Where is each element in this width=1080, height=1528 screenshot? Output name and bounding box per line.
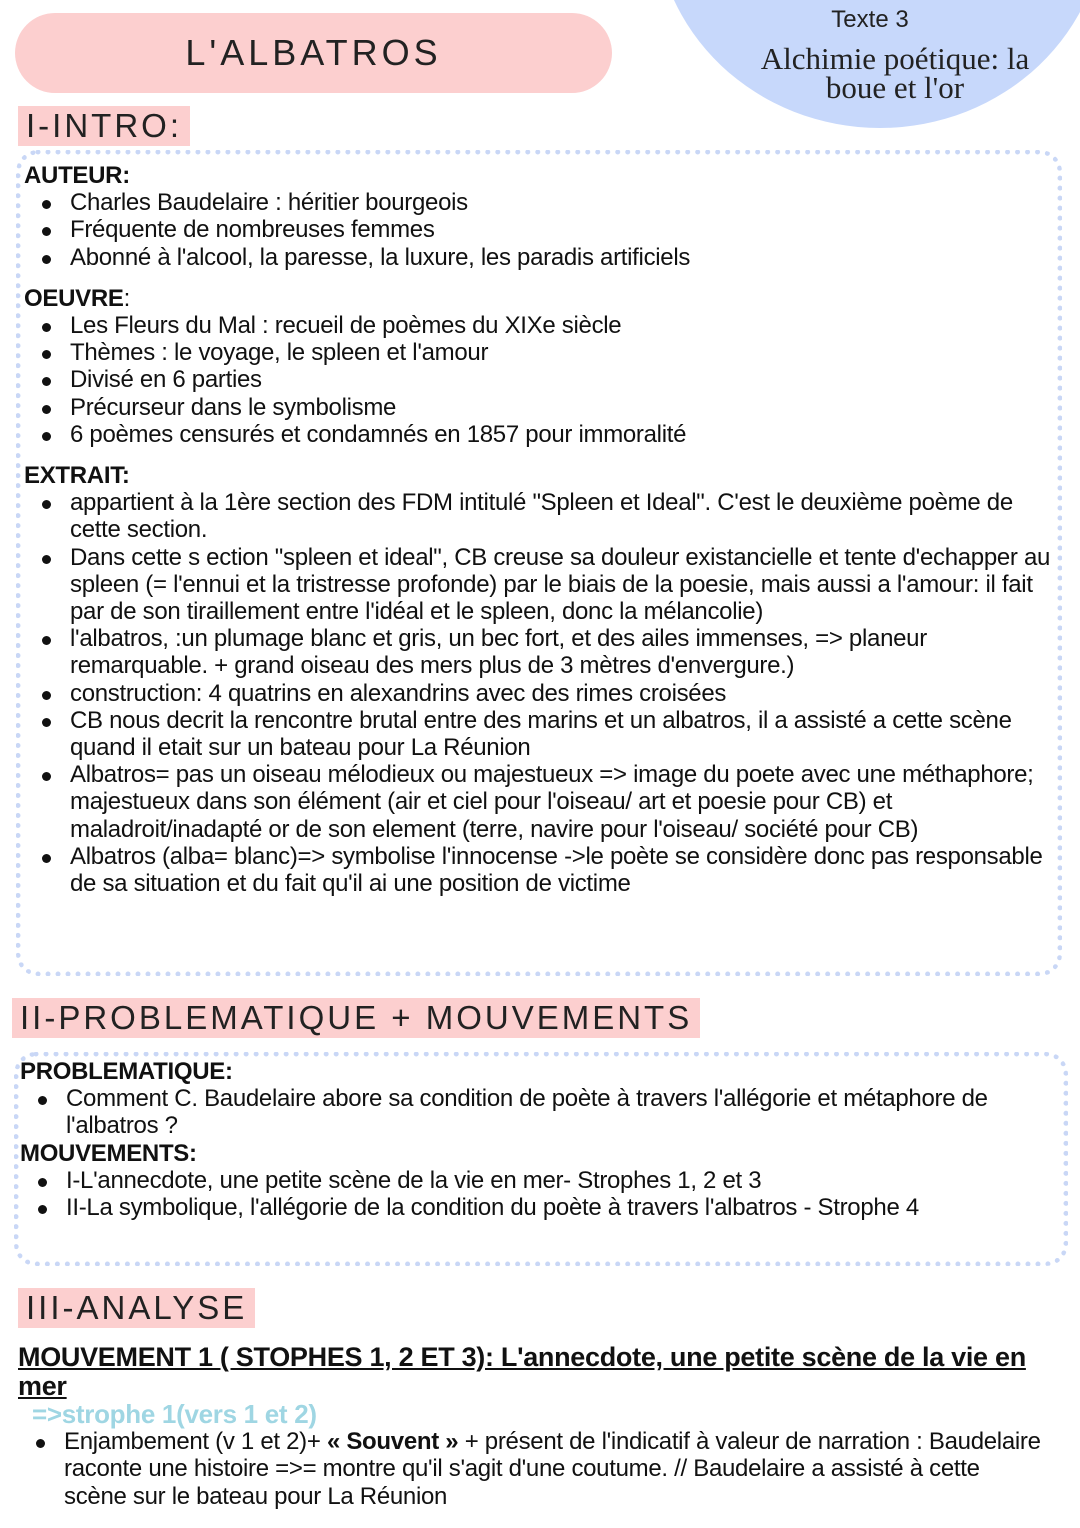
oeuvre-label: OEUVRE [24, 284, 124, 312]
list-item: Abonné à l'alcool, la paresse, la luxure, les paradis artificiels [70, 244, 1054, 271]
auteur-label: AUTEUR: [24, 162, 130, 189]
list-item: Albatros (alba= blanc)=> symbolise l'innocense ->le poète se considère donc pas responsable de sa situation et du fait qu'il ai une position de victime [70, 843, 1054, 897]
list-item: appartient à la 1ère section des FDM intitulé "Spleen et Ideal". C'est le deuxième poème de cette section. [70, 489, 1054, 543]
section-heading-analyse: III-ANALYSE [18, 1288, 255, 1328]
section-heading-intro: I-INTRO: [18, 106, 190, 146]
list-item: Divisé en 6 parties [70, 366, 1054, 393]
list-item: l'albatros, :un plumage blanc et gris, un bec fort, et des ailes immenses, => planeur remarquable. + grand oiseau des mers plus de 3 mètres d'envergure.) [70, 625, 1054, 679]
list-item: I-L'annecdote, une petite scène de la vie en mer- Strophes 1, 2 et 3 [66, 1167, 1050, 1194]
chapter-subtitle: Alchimie poétique: la boue et l'or [760, 41, 1030, 105]
problematique-content [20, 1058, 1050, 1221]
mouvement-1-heading: MOUVEMENT 1 ( STOPHES 1, 2 ET 3): L'annecdote, une petite scène de la vie en mer [18, 1342, 1026, 1401]
extrait-list [24, 489, 1054, 897]
oeuvre-list [24, 312, 1054, 448]
list-item: Précurseur dans le symbolisme [70, 394, 1054, 421]
extrait-label: EXTRAIT: [24, 462, 130, 490]
list-item: Dans cette s ection "spleen et ideal", CB creuse sa douleur existancielle et tente d'echapper au spleen (= l'ennui et la tristresse profonde) par le biais de la poesie, mais aussi a l'amour: il fait par de son tiraillement entre l'idéal et le spleen, donc la mélancolie) [70, 544, 1054, 626]
section-heading-problematique: II-PROBLEMATIQUE + MOUVEMENTS [12, 998, 700, 1038]
item-text: Enjambement (v 1 et 2)+ [64, 1428, 327, 1456]
list-item: 6 poèmes censurés et condamnés en 1857 pour immoralité [70, 421, 1054, 448]
item-quote: « Souvent » [326, 1428, 459, 1456]
list-item: Thèmes : le voyage, le spleen et l'amour [70, 339, 1054, 366]
mouvements-label: MOUVEMENTS: [20, 1139, 197, 1167]
page-title: L'ALBATROS [185, 32, 442, 73]
list-item: CB nous decrit la rencontre brutal entre des marins et un albatros, il a assisté a cette scène quand il etait sur un bateau pour La Réunion [70, 707, 1054, 761]
text-number: Texte 3 [831, 6, 909, 33]
list-item: construction: 4 quatrins en alexandrins avec des rimes croisées [70, 680, 1054, 707]
analyse-content [18, 1401, 1048, 1510]
mouvements-list [20, 1167, 1050, 1221]
problematique-list [20, 1085, 1050, 1139]
problematique-label: PROBLEMATIQUE: [20, 1058, 233, 1085]
strophe-heading: =>strophe 1(vers 1 et 2) [32, 1399, 317, 1429]
list-item: Les Fleurs du Mal : recueil de poèmes du XIXe siècle [70, 312, 1054, 339]
oeuvre-colon: : [123, 284, 130, 312]
item-text: + présent de l'indicatif à valeur de narration : Baudelaire raconte une histoire =>= montre qu'il s'agit d'une coutume. // Baudelaire a assisté à cette scène sur le bateau pour La Réunion [64, 1428, 1041, 1510]
title-banner [15, 13, 612, 93]
list-item: II-La symbolique, l'allégorie de la condition du poète à travers l'albatros - Strophe 4 [66, 1194, 1050, 1221]
auteur-list [24, 189, 1054, 271]
intro-content [24, 162, 1054, 897]
list-item: Albatros= pas un oiseau mélodieux ou majestueux => image du poete avec une méthaphore; majestueux dans son élément (air et ciel pour l'oiseau/ art et poesie pour CB) et maladroit/inadapté or de son element (terre, navire pour l'oiseau/ société pour CB) [70, 761, 1054, 843]
list-item: Fréquente de nombreuses femmes [70, 216, 1054, 243]
list-item: Comment C. Baudelaire abore sa condition de poète à travers l'allégorie et métaphore de l'albatros ? [66, 1085, 1050, 1139]
analyse-list [18, 1428, 1048, 1510]
list-item: Charles Baudelaire : héritier bourgeois [70, 189, 1054, 216]
list-item [64, 1428, 1048, 1510]
